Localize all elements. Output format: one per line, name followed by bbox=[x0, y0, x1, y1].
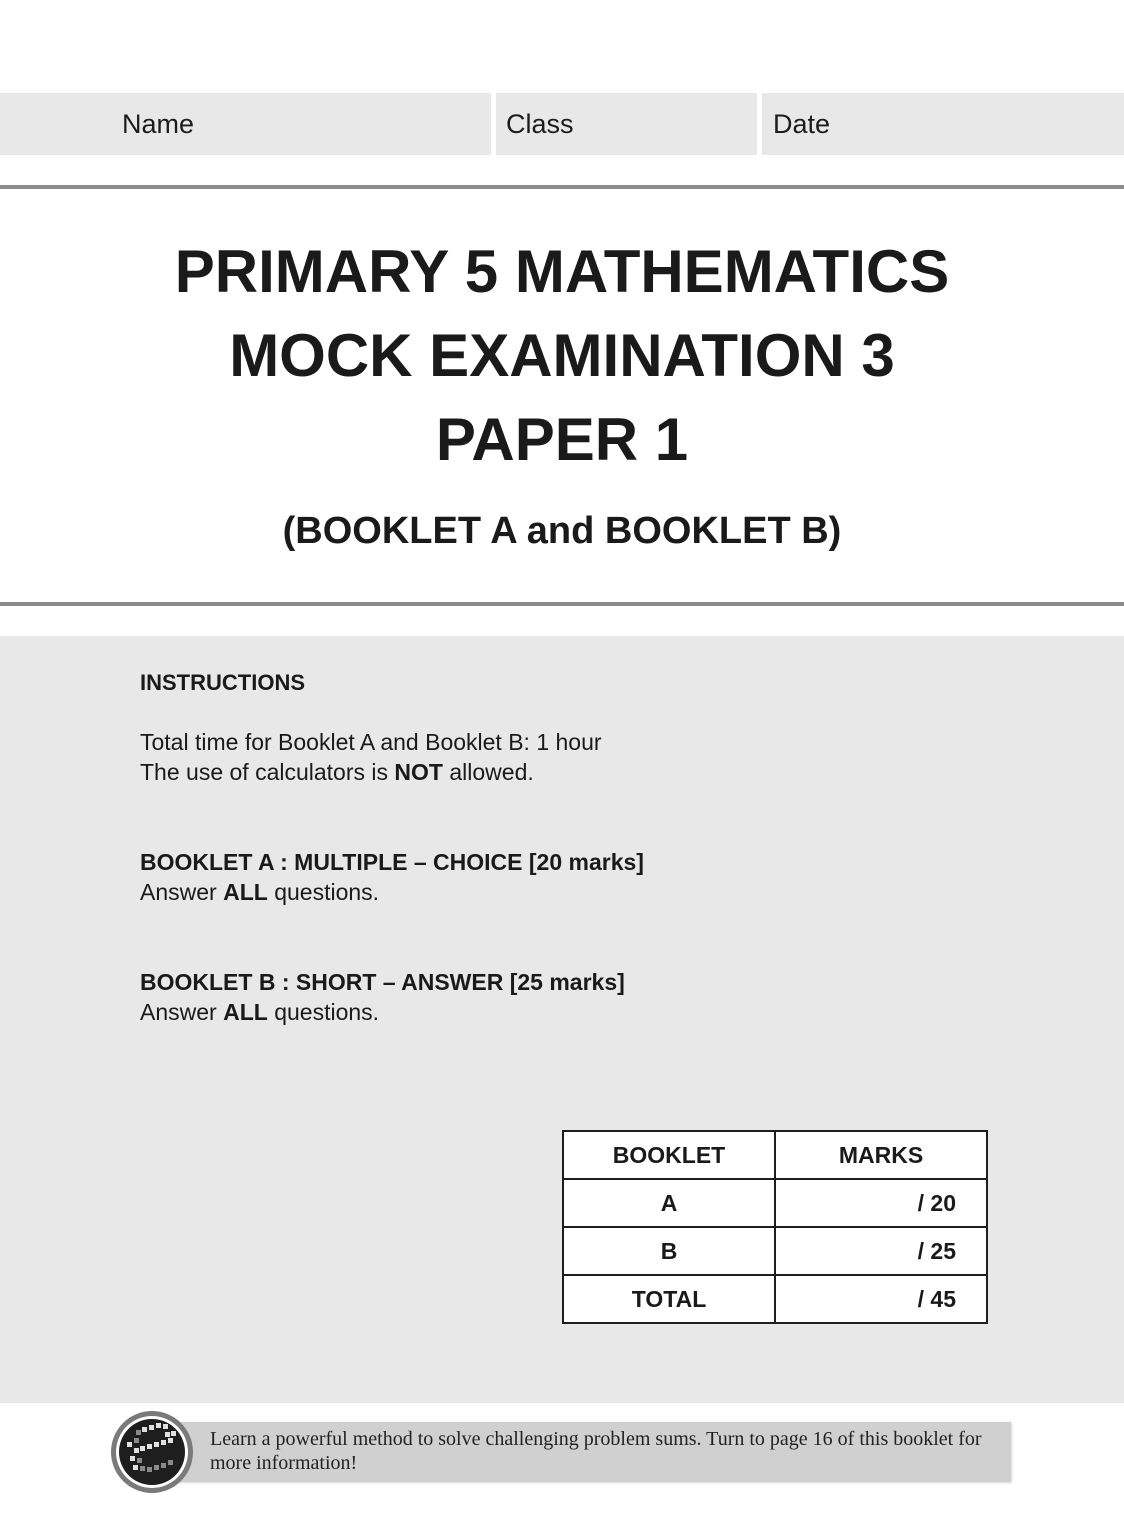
calculator-rule-suffix: allowed. bbox=[442, 759, 534, 785]
marks-cell[interactable]: / 25 bbox=[775, 1227, 987, 1275]
booklet-cell: A bbox=[563, 1179, 775, 1227]
instructions-section bbox=[0, 636, 1124, 1403]
answer-rule-prefix: Answer bbox=[140, 879, 224, 905]
answer-rule-suffix: questions. bbox=[267, 999, 380, 1025]
booklet-a-answer-rule bbox=[140, 877, 644, 907]
instructions-heading: INSTRUCTIONS bbox=[140, 670, 305, 695]
grid-circle-logo-icon bbox=[110, 1410, 194, 1494]
answer-rule-emphasis: ALL bbox=[223, 999, 268, 1025]
exam-subtitle: (BOOKLET A and BOOKLET B) bbox=[282, 510, 842, 552]
calculator-rule-prefix: The use of calculators is bbox=[140, 759, 395, 785]
calculator-rule bbox=[140, 757, 602, 787]
marks-table-header-row bbox=[563, 1131, 987, 1179]
answer-rule-suffix: questions. bbox=[267, 879, 380, 905]
table-row bbox=[563, 1227, 987, 1275]
booklet-column-header: BOOKLET bbox=[563, 1131, 775, 1179]
total-time-text: Total time for Booklet A and Booklet B: 1 hour bbox=[140, 729, 602, 755]
booklet-cell: TOTAL bbox=[563, 1275, 775, 1323]
bottom-divider bbox=[0, 602, 1124, 606]
booklet-cell: B bbox=[563, 1227, 775, 1275]
title-line-3: PAPER 1 bbox=[435, 406, 689, 473]
table-row bbox=[563, 1179, 987, 1227]
booklet-b-heading: BOOKLET B : SHORT – ANSWER [25 marks] bbox=[140, 969, 625, 995]
footer-promo-text: Learn a powerful method to solve challenging problem sums. Turn to page 16 of this booklet for more information! bbox=[210, 1428, 982, 1474]
student-info-row bbox=[0, 93, 1124, 155]
name-field[interactable] bbox=[0, 93, 491, 155]
booklet-b-answer-rule bbox=[140, 997, 625, 1027]
calculator-rule-emphasis: NOT bbox=[394, 759, 443, 785]
table-row bbox=[563, 1275, 987, 1323]
marks-table bbox=[562, 1130, 988, 1324]
top-divider bbox=[0, 185, 1124, 189]
marks-cell[interactable]: / 20 bbox=[775, 1179, 987, 1227]
marks-cell[interactable]: / 45 bbox=[775, 1275, 987, 1323]
date-field[interactable] bbox=[762, 93, 1124, 155]
answer-rule-prefix: Answer bbox=[140, 999, 224, 1025]
title-line-2: MOCK EXAMINATION 3 bbox=[229, 322, 895, 389]
class-field[interactable] bbox=[496, 93, 757, 155]
name-label: Name bbox=[122, 109, 195, 139]
booklet-b-instructions bbox=[140, 967, 625, 1027]
marks-column-header: MARKS bbox=[775, 1131, 987, 1179]
answer-rule-emphasis: ALL bbox=[223, 879, 268, 905]
booklet-a-instructions bbox=[140, 847, 644, 907]
footer-promo-banner bbox=[150, 1422, 1011, 1482]
class-label: Class bbox=[506, 109, 574, 139]
exam-title bbox=[0, 230, 1124, 482]
date-label: Date bbox=[773, 109, 831, 139]
booklet-a-heading: BOOKLET A : MULTIPLE – CHOICE [20 marks] bbox=[140, 849, 644, 875]
general-instructions bbox=[140, 727, 602, 787]
title-line-1: PRIMARY 5 MATHEMATICS bbox=[174, 238, 950, 305]
